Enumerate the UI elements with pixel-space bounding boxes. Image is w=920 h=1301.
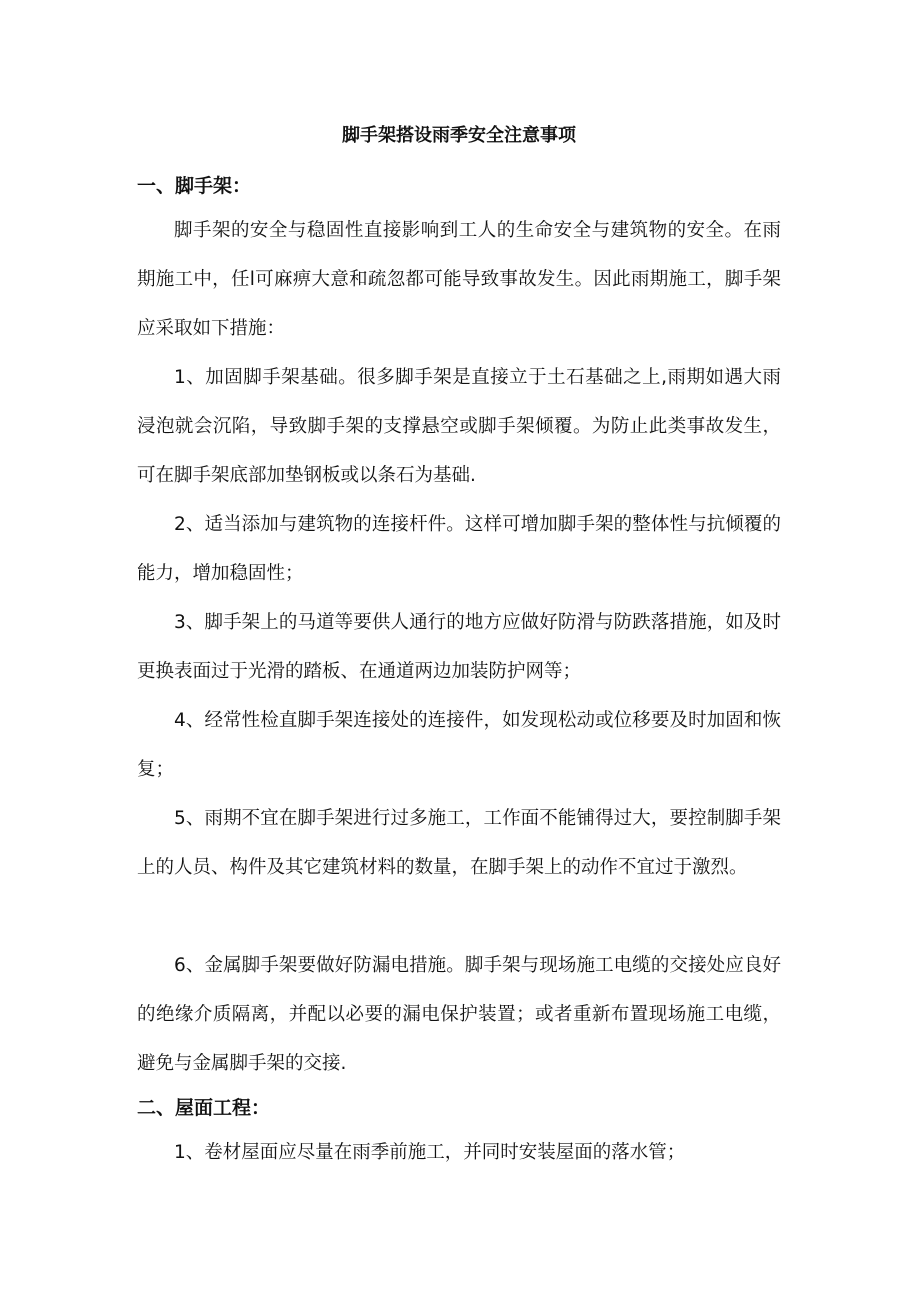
paragraph-item-5: 5、雨期不宜在脚手架进行过多施工，工作面不能铺得过大，要控制脚手架上的人员、构件及其它建筑材料的数量，在脚手架上的动作不宜过于激烈。 bbox=[137, 808, 781, 878]
document-title: 脚手架搭设雨季安全注意事项 bbox=[342, 125, 576, 146]
section-heading-scaffold: 一、脚手架： bbox=[137, 175, 252, 197]
section-heading-roof: 二、屋面工程： bbox=[137, 1097, 271, 1119]
paragraph-intro: 脚手架的安全与稳固性直接影响到工人的生命安全与建筑物的安全。在雨期施工中，任l可麻痹大意和疏忽都可能导致事故发生。因此雨期施工，脚手架应采取如下措施： bbox=[137, 220, 781, 339]
paragraph-item-3: 3、脚手架上的马道等要供人通行的地方应做好防滑与防跌落措施，如及时更换表面过于光滑的踏板、在通道两边加装防护网等； bbox=[137, 612, 781, 682]
paragraph-item-1: 1、加固脚手架基础。很多脚手架是直接立于土石基础之上,雨期如遇大雨浸泡就会沉陷，导致脚手架的支撑悬空或脚手架倾覆。为防止此类事故发生，可在脚手架底部加垫钢板或以条石为基础. bbox=[137, 367, 781, 486]
paragraph-item-4: 4、经常性检直脚手架连接处的连接件，如发现松动或位移要及时加固和恢复； bbox=[137, 710, 781, 780]
paragraph-roof-item-1: 1、卷材屋面应尽量在雨季前施工，并同时安装屋面的落水管； bbox=[174, 1142, 686, 1163]
paragraph-item-2: 2、适当添加与建筑物的连接杆件。这样可增加脚手架的整体性与抗倾覆的能力，增加稳固性； bbox=[137, 514, 781, 584]
paragraph-item-6: 6、金属脚手架要做好防漏电措施。脚手架与现场施工电缆的交接处应良好的绝缘介质隔离，并配以必要的漏电保护装置；或者重新布置现场施工电缆，避免与金属脚手架的交接. bbox=[137, 955, 781, 1074]
